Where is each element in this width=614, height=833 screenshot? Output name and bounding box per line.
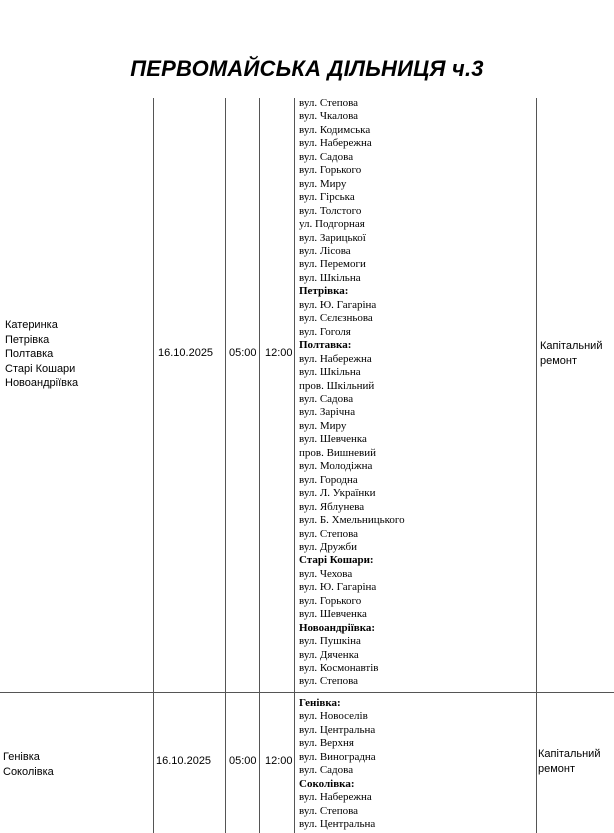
table-border <box>294 98 295 833</box>
street-item: вул. Гірська <box>299 191 355 204</box>
settlement-name: Новоандріївка <box>5 377 79 389</box>
street-item: вул. Садова <box>299 392 354 405</box>
time-start: 05:00 <box>229 347 257 359</box>
street-item: вул. Лісова <box>299 244 351 257</box>
settlement-heading: Генівка: <box>299 697 341 709</box>
settlement-heading: Новоандріївка: <box>299 621 376 634</box>
street-list <box>299 97 535 689</box>
street-item: вул. Шкільна <box>299 366 361 379</box>
street-item: вул. Дяченка <box>299 648 359 661</box>
street-item: вул. Горького <box>299 594 362 607</box>
street-item: вул. Набережна <box>299 791 372 804</box>
outage-reason: Капітальний ремонт <box>538 748 601 775</box>
settlement-name: Петрівка <box>5 333 50 346</box>
street-item: вул. Зарічна <box>299 406 356 419</box>
street-item: вул. Гоголя <box>299 325 351 338</box>
street-item: вул. Горького <box>299 164 362 177</box>
settlement-heading: Старі Кошари: <box>299 554 374 567</box>
street-item: вул. Шевченка <box>299 433 367 446</box>
table-row-divider <box>0 692 614 693</box>
outage-reason: Капітальний ремонт <box>540 340 603 367</box>
street-item: вул. Сєлєзньова <box>299 312 373 325</box>
settlement-list <box>5 318 78 391</box>
street-item: вул. Перемоги <box>299 258 366 271</box>
street-item: вул. Городна <box>299 473 358 486</box>
settlement-heading: Полтавка: <box>299 339 352 352</box>
outage-date: 16.10.2025 <box>158 347 214 359</box>
street-item: вул. Центральна <box>299 818 376 831</box>
street-item: пров. Шкільний <box>299 379 375 392</box>
street-item: вул. Кодимська <box>299 123 371 136</box>
street-item: вул. Ю. Гагаріна <box>299 298 377 311</box>
street-item: вул. Л. Українки <box>299 487 376 500</box>
street-item: вул. Яблунева <box>299 500 365 513</box>
settlement-list <box>3 750 54 779</box>
street-item: вул. Космонавтів <box>299 662 379 675</box>
street-item: пров. Вишневий <box>299 446 377 459</box>
street-item: вул. Набережна <box>299 352 372 365</box>
time-start: 05:00 <box>229 755 257 767</box>
settlement-heading: Соколівка: <box>299 777 355 790</box>
street-item: вул. Виноградна <box>299 750 376 763</box>
settlement-name: Генівка <box>3 751 40 763</box>
street-item: вул. Садова <box>299 764 354 777</box>
street-item: вул. Миру <box>299 177 347 190</box>
street-item: вул. Чкалова <box>299 110 359 123</box>
street-item: вул. Шкільна <box>299 271 361 284</box>
street-item: вул. Толстого <box>299 204 362 217</box>
street-item: вул. Пушкіна <box>299 635 361 648</box>
table-border <box>225 98 226 833</box>
time-end: 12:00 <box>265 347 293 359</box>
street-item: вул. Чехова <box>299 567 353 580</box>
street-item: вул. Степова <box>299 527 359 540</box>
time-end: 12:00 <box>265 755 293 767</box>
table-border <box>536 98 537 833</box>
street-item: ул. Подгорная <box>299 218 365 231</box>
street-list <box>299 697 535 832</box>
settlement-heading: Петрівка: <box>299 285 349 298</box>
street-item: вул. Степова <box>299 804 359 817</box>
street-item: вул. Ю. Гагаріна <box>299 581 377 594</box>
street-item: вул. Набережна <box>299 137 372 150</box>
outage-date: 16.10.2025 <box>156 755 212 767</box>
street-item: вул. Молодіжна <box>299 460 373 473</box>
street-item: вул. Шевченка <box>299 608 367 621</box>
settlement-name: Полтавка <box>5 348 54 360</box>
page-title: ПЕРВОМАЙСЬКА ДІЛЬНИЦЯ ч.3 <box>130 56 484 81</box>
street-item: вул. Степова <box>299 675 359 688</box>
settlement-name: Соколівка <box>3 765 54 778</box>
street-item: вул. Зарицької <box>299 231 366 244</box>
street-item: вул. Новоселів <box>299 710 368 723</box>
table-border <box>153 98 154 833</box>
street-item: вул. Миру <box>299 419 347 432</box>
street-item: вул. Дружби <box>299 540 357 553</box>
street-item: вул. Центральна <box>299 723 376 736</box>
table-border <box>259 98 260 833</box>
settlement-name: Старі Кошари <box>5 362 76 375</box>
settlement-name: Катеринка <box>5 319 58 331</box>
street-item: вул. Степова <box>299 97 359 109</box>
street-item: вул. Верхня <box>299 737 354 750</box>
street-item: вул. Садова <box>299 150 354 163</box>
street-item: вул. Б. Хмельницького <box>299 514 405 527</box>
